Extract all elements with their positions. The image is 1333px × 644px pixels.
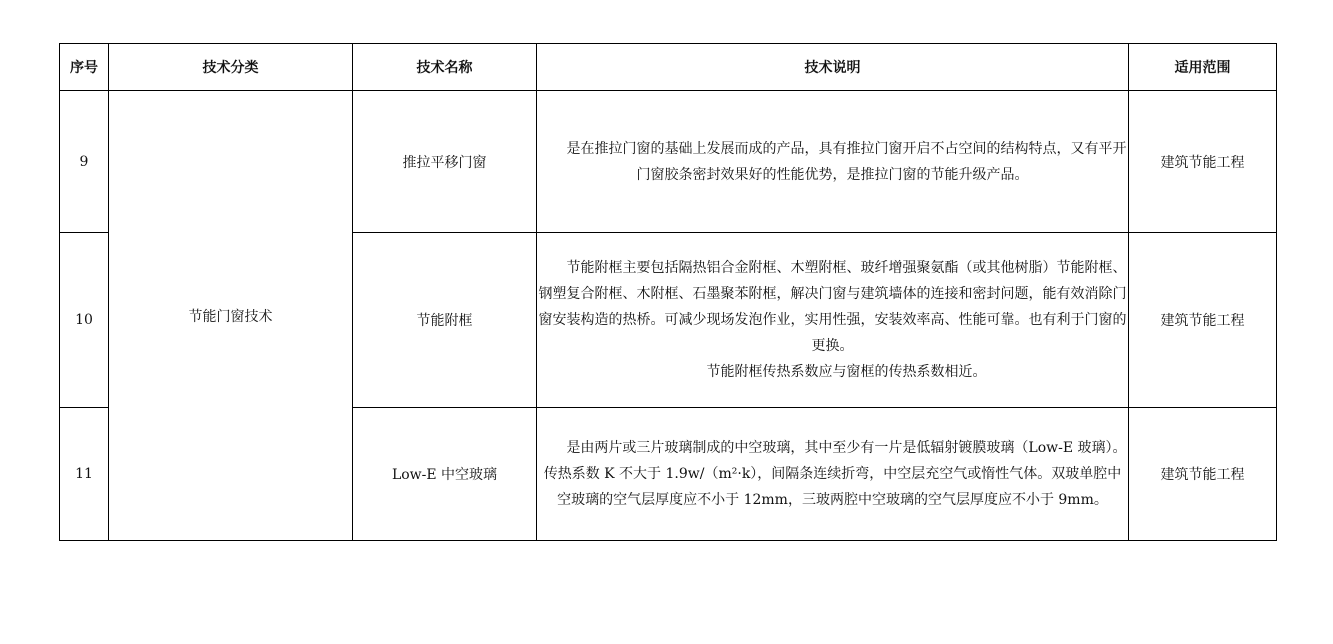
row-number: 11 [60, 408, 109, 541]
description-paragraph: 节能附框传热系数应与窗框的传热系数相近。 [706, 364, 987, 380]
header-scope: 适用范围 [1129, 44, 1277, 91]
tech-name: 节能附框 [353, 233, 537, 408]
technology-table [59, 43, 1277, 541]
scope-cell: 建筑节能工程 [1129, 408, 1277, 541]
description-paragraph: 是在推拉门窗的基础上发展而成的产品，具有推拉门窗开启不占空间的结构特点，又有平开门窗胶条密封效果好的性能优势，是推拉门窗的节能升级产品。 [566, 140, 1127, 183]
header-row [60, 44, 1277, 91]
description-paragraph: 节能附框主要包括隔热铝合金附框、木塑附框、玻纤增强聚氨酯（或其他树脂）节能附框、钢塑复合附框、木附框、石墨聚苯附框，解决门窗与建筑墙体的连接和密封问题，能有效消除门窗安装构造的热桥。可减少现场发泡作业，实用性强，安装效率高、性能可靠。也有利于门窗的更换。 [538, 260, 1127, 354]
category-cell: 节能门窗技术 [109, 91, 353, 541]
row-number: 10 [60, 233, 109, 408]
scope-cell: 建筑节能工程 [1129, 233, 1277, 408]
header-name: 技术名称 [353, 44, 537, 91]
scope-cell: 建筑节能工程 [1129, 91, 1277, 233]
header-category: 技术分类 [109, 44, 353, 91]
tech-name: Low-E 中空玻璃 [353, 408, 537, 541]
description-paragraph: 是由两片或三片玻璃制成的中空玻璃，其中至少有一片是低辐射镀膜玻璃（Low-E 玻璃）。传热系数 K 不大于 1.9w/（m²·k），间隔条连续折弯，中空层充空气或惰性气体。双玻单腔中空玻璃的空气层厚度应不小于 12mm，三玻两腔中空玻璃的空气层厚度应不小于 9mm。 [543, 440, 1127, 508]
tech-description [537, 408, 1129, 541]
row-number: 9 [60, 91, 109, 233]
tech-description [537, 233, 1129, 408]
header-description: 技术说明 [537, 44, 1129, 91]
tech-description [537, 91, 1129, 233]
tech-name: 推拉平移门窗 [353, 91, 537, 233]
header-no: 序号 [60, 44, 109, 91]
table-row [60, 91, 1277, 233]
